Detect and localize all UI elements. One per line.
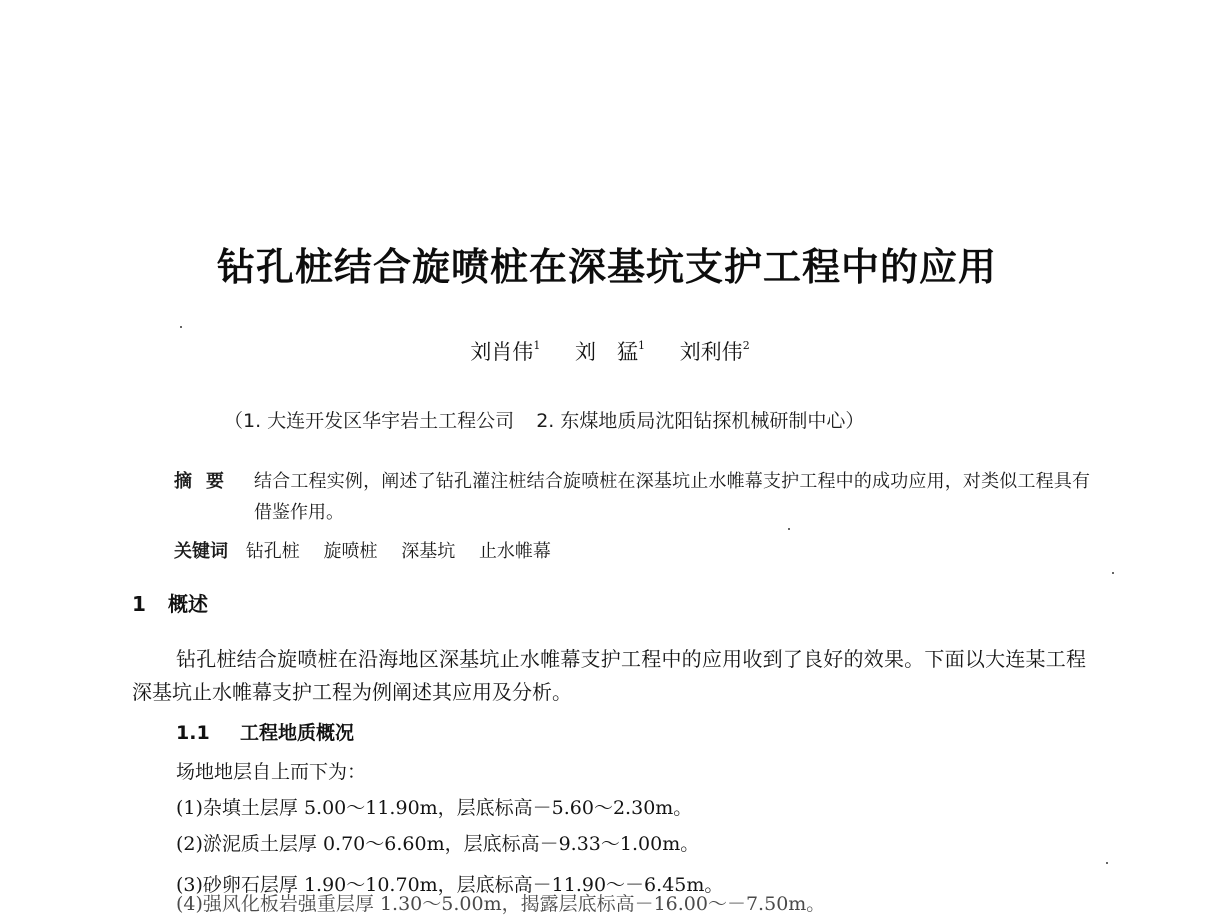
abstract-text: 结合工程实例，阐述了钻孔灌注桩结合旋喷桩在深基坑止水帷幕支护工程中的成功应用，对类似工程具有借鉴作用。	[254, 471, 1090, 523]
author-affiliation-mark: 2	[742, 339, 750, 352]
author	[470, 336, 540, 366]
clipped-strata-line	[176, 893, 936, 915]
paper-title: 钻孔桩结合旋喷桩在深基坑支护工程中的应用	[216, 245, 997, 289]
author-name: 刘 猛	[575, 340, 638, 364]
keywords-line	[174, 537, 569, 563]
affiliation-1: 1. 大连开发区华宇岩土工程公司	[243, 410, 515, 432]
keyword: 钻孔桩	[245, 541, 300, 562]
keyword: 旋喷桩	[323, 541, 378, 562]
author	[575, 336, 645, 366]
scan-speck	[788, 528, 790, 530]
author-affiliation-mark: 1	[533, 339, 541, 352]
author-affiliation-mark: 1	[638, 339, 645, 352]
subsection-title: 工程地质概况	[240, 722, 355, 744]
affiliation-close-paren: ）	[845, 410, 865, 432]
scan-speck	[1106, 862, 1108, 864]
keywords-label: 关键词	[174, 541, 228, 562]
strata-intro: 场地地层自上而下为：	[176, 761, 367, 783]
section-number: 1	[132, 592, 146, 616]
section-title: 概述	[168, 592, 208, 616]
keyword: 深基坑	[401, 541, 456, 562]
author	[680, 336, 750, 366]
scan-speck	[180, 326, 182, 328]
strata-layer: (2)淤泥质土层厚 0.70～6.60m，层底标高－9.33～1.00m。	[176, 833, 700, 855]
strata-layer: (1)杂填土层厚 5.00～11.90m，层底标高－5.60～2.30m。	[176, 797, 693, 819]
author-name: 刘利伟	[679, 340, 743, 364]
section-paragraph: 钻孔桩结合旋喷桩在沿海地区深基坑止水帷幕支护工程中的应用收到了良好的效果。下面以大连某工程深基坑止水帷幕支护工程为例阐述其应用及分析。	[132, 647, 1086, 704]
affiliation-open-paren: （	[224, 410, 244, 432]
clipped-strata-text: (4)强风化板岩强重层厚 1.30～5.00m，揭露层底标高－16.00～－7.50m。	[176, 893, 826, 915]
abstract-block	[174, 466, 1090, 528]
affiliation-line	[224, 406, 864, 433]
keyword: 止水帷幕	[478, 541, 551, 562]
author-list	[0, 336, 1220, 366]
section-heading	[132, 588, 208, 617]
abstract-label: 摘要	[174, 471, 238, 492]
affiliation-2: 2. 东煤地质局沈阳钻探机械研制中心	[536, 410, 846, 432]
strata-layer: (3)砂卵石层厚 1.90～10.70m，层底标高－11.90～－6.45m。	[176, 874, 724, 896]
subsection-number: 1.1	[176, 722, 210, 744]
author-name: 刘肖伟	[470, 340, 534, 364]
subsection-heading	[176, 718, 354, 745]
scan-speck	[1112, 572, 1114, 574]
